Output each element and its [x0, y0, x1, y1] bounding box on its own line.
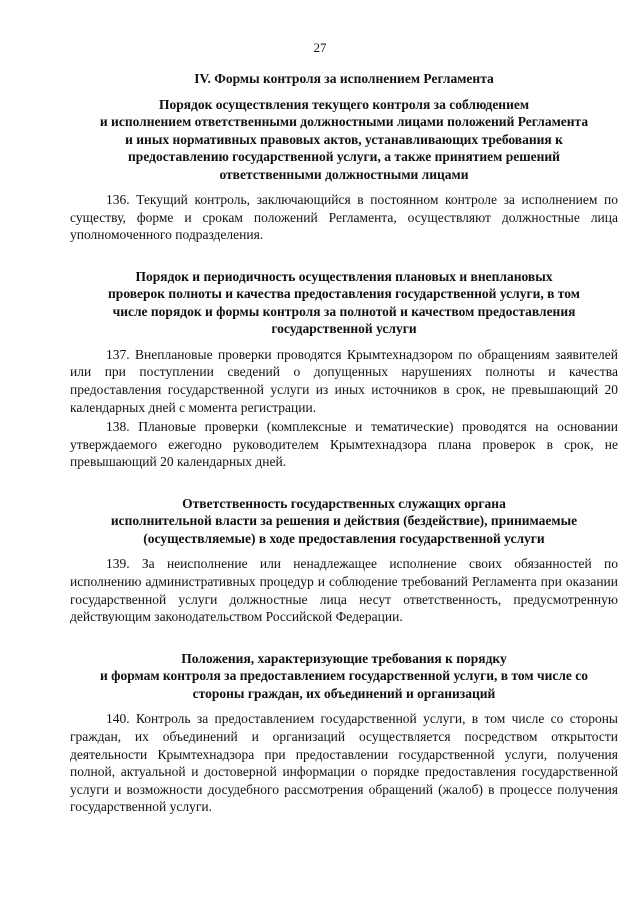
heading-line: Порядок осуществления текущего контроля за соблюдением — [158, 96, 530, 112]
section-heading — [70, 650, 618, 703]
paragraph-137: 137. Внеплановые проверки проводятся Крымтехнадзором по обращениям заявителей или при поступлении сведений о допущенных нарушениях полноты и качества предоставления государственной услуги из иных источников в срок, не превышающий 20 календарных дней с момента регистрации. — [70, 346, 618, 415]
section-heading — [70, 495, 618, 548]
heading-line: числе порядок и формы контроля за полнотой и качеством предоставления — [112, 303, 576, 319]
heading-line: и формам контроля за предоставлением государственной услуги, в том числе со — [99, 668, 589, 684]
section-heading — [70, 268, 618, 338]
paragraph-139: 139. За неисполнение или ненадлежащее исполнение своих обязанностей по исполнению административных процедур и соблюдение требований Регламента при оказании государственной услуги должностные лица несут ответственность, предусмотренную действующим законодательством Российской Федерации. — [70, 556, 618, 625]
paragraph-138: 138. Плановые проверки (комплексные и тематические) проводятся на основании утверждаемого ежегодно руководителем Крымтехнадзора плана проверок в срок, не превышающий 20 календарных дней. — [70, 419, 618, 470]
page-number: 27 — [313, 40, 327, 55]
heading-line: и исполнением ответственными должностными лицами положений Регламента — [99, 114, 589, 129]
heading-line: (осуществляемые) в ходе предоставления государственной услуги — [143, 530, 545, 546]
page-content — [70, 70, 618, 816]
section-current-control — [70, 96, 618, 244]
section-heading — [70, 96, 618, 184]
heading-line: ответственными должностными лицами — [219, 166, 469, 182]
heading-line: предоставлению государственной услуги, а также принятием решений — [128, 149, 560, 164]
paragraph-136: 136. Текущий контроль, заключающийся в постоянном контроле за исполнением по существу, форме и срокам положений Регламента, осуществляют должностные лица уполномоченного подразделения. — [70, 192, 618, 243]
heading-line: Ответственность государственных служащих органа — [182, 495, 506, 511]
paragraph-140: 140. Контроль за предоставлением государственной услуги, в том числе со стороны граждан, их объединений и организаций осуществляется посредством открытости деятельности Крымтехнадзора при предоставлении государственной услуги, получения полной, актуальной и достоверной информации о порядке предоставления государственной услуги и возможности досудебного рассмотрения обращений (жалоб) в процессе получения государственной услуги. — [70, 711, 618, 815]
heading-line: стороны граждан, их объединений и организаций — [192, 685, 496, 701]
heading-line: Порядок и периодичность осуществления плановых и внеплановых — [135, 268, 553, 284]
section-public-control — [70, 650, 618, 816]
heading-line: проверок полноты и качества предоставления государственной услуги, в том — [108, 286, 580, 302]
section-inspections — [70, 268, 618, 471]
heading-line: и иных нормативных правовых актов, устанавливающих требования к — [125, 131, 563, 147]
heading-line: Положения, характеризующие требования к порядку — [181, 650, 507, 666]
heading-line: исполнительной власти за решения и действия (бездействие), принимаемые — [110, 513, 578, 529]
section-responsibility — [70, 495, 618, 626]
chapter-title: IV. Формы контроля за исполнением Регламента — [194, 71, 494, 86]
heading-line: государственной услуги — [271, 321, 417, 337]
